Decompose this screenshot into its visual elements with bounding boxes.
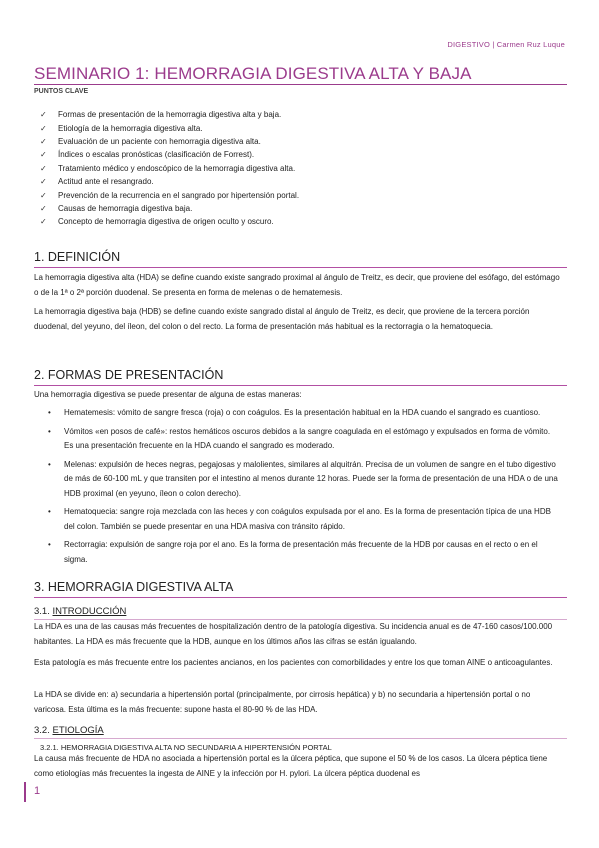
bullet-icon: • [48,408,51,417]
subsection-heading-introduccion: 3.1. INTRODUCCIÓN [34,606,127,617]
bullet-icon: • [48,426,51,436]
checkmark-icon: ✓ [40,110,47,120]
checkmark-icon: ✓ [40,217,47,227]
checkmark-icon: ✓ [40,123,47,133]
key-point-item: ✓ Índices o escalas pronósticas (clasificación de Forrest). [40,150,255,160]
presentation-forms-list [48,406,558,571]
key-point-item: ✓ Prevención de la recurrencia en el sangrado por hipertensión portal. [40,190,300,200]
section-heading-definicion: 1. DEFINICIÓN [34,250,121,264]
page-title: SEMINARIO 1: HEMORRAGIA DIGESTIVA ALTA Y BAJA [34,64,472,83]
key-points-list [40,108,560,229]
key-point-item: ✓ Formas de presentación de la hemorragia digestiva alta y baja. [40,110,282,120]
key-point-item: ✓ Etiología de la hemorragia digestiva alta. [40,123,203,133]
paragraph-hdb-definition: La hemorragia digestiva baja (HDB) se define cuando existe sangrado distal al ángulo de Treitz, es decir, que proviene de la tercera porción duodenal, del yeyuno, del íleon, del colon o del recto. La forma de presentación más habitual es la rectorragia o la hematoquecia. [34,307,530,331]
title-underline [34,84,567,85]
key-point-item: ✓ Causas de hemorragia digestiva baja. [40,203,193,213]
section-heading-formas: 2. FORMAS DE PRESENTACIÓN [34,368,224,382]
key-points-label: PUNTOS CLAVE [34,88,89,95]
paragraph-risk-groups: Esta patología es más frecuente entre los pacientes ancianos, en los pacientes con comorbilidades y entre los que toman AINE o anticoagulantes. [34,658,553,667]
key-point-item: ✓ Concepto de hemorragia digestiva de origen oculto y oscuro. [40,217,274,227]
key-point-item: ✓ Actitud ante el resangrado. [40,177,154,187]
section-heading-hda: 3. HEMORRAGIA DIGESTIVA ALTA [34,580,234,594]
bullet-icon: • [48,507,51,516]
checkmark-icon: ✓ [40,203,47,213]
paragraph-classification: La HDA se divide en: a) secundaria a hipertensión portal (principalmente, por cirrosis hepática) y b) no secundaria a hipertensión portal o no varicosa. Esta última es la más frecuente: supone hasta el 80-90 % de las HDA. [34,690,531,714]
section-rule [34,597,567,598]
checkmark-icon: ✓ [40,150,47,160]
checkmark-icon: ✓ [40,190,47,200]
page-number: 1 [34,785,41,797]
subsubsection-heading: 3.2.1. HEMORRAGIA DIGESTIVA ALTA NO SECUNDARIA A HIPERTENSIÓN PORTAL [40,743,332,752]
list-item: • Vómitos «en posos de café»: restos hemáticos oscuros debidos a la sangre coagulada en el estómago y expulsados en forma de vómito. Es una presentación frecuente en la HDA cuando el sangrado es moderado. [48,426,551,450]
list-item: • Hematemesis: vómito de sangre fresca (roja) o con coágulos. Es la presentación habitual en la HDA cuando el sangrado es cuantioso. [48,406,558,421]
paragraph-incidence: La HDA es una de las causas más frecuentes de hospitalización dentro de la patología digestiva. Su incidencia anual es de 47-160 casos/100.000 habitantes. La HDA es más frecuente que la HDB, aunque en los últimos años las cifras se están igualando. [34,622,553,646]
paragraph-intro: Una hemorragia digestiva se puede presentar de alguna de estas maneras: [34,390,302,399]
paragraph-hda-definition: La hemorragia digestiva alta (HDA) se define cuando existe sangrado proximal al ángulo de Treitz, es decir, que proviene del esófago, del estómago o de la 1ª o 2ª porción duodenal. Se presenta en forma de melenas o de hematemesis. [34,273,560,297]
paragraph-peptic-ulcer: La causa más frecuente de HDA no asociada a hipertensión portal es la úlcera péptica, que supone el 50 % de los casos. La úlcera péptica tiene como etiologías más frecuentes la ingesta de AINE y la infección por H. pylori. La úlcera péptica duodenal es [34,754,548,778]
subsection-rule [34,738,567,739]
footer-bar [24,782,26,802]
list-item: • Hematoquecia: sangre roja mezclada con las heces y con coágulos expulsada por el ano. Es la forma de presentación típica de una HDB del colon. También se puede presentar en una HDA masiva con tránsito rápido. [48,507,551,531]
checkmark-icon: ✓ [40,163,47,173]
subsection-heading-etiologia: 3.2. ETIOLOGÍA [34,725,104,736]
checkmark-icon: ✓ [40,177,47,187]
checkmark-icon: ✓ [40,136,47,146]
key-point-item: ✓ Tratamiento médico y endoscópico de la hemorragia digestiva alta. [40,163,296,173]
list-item: • Rectorragia: expulsión de sangre roja por el ano. Es la forma de presentación más frecuente de la HDB por causas en el recto o en el sigma. [48,540,538,564]
list-item: • Melenas: expulsión de heces negras, pegajosas y malolientes, similares al alquitrán. Precisa de un volumen de sangre en el tubo digestivo de más de 60-100 mL y que transiten por el intestino al menos durante 12 horas. Puede ser la forma de presentación de una HDA o de una HDB proximal (en yeyuno, íleon o colon derecho). [48,459,558,498]
bullet-icon: • [48,540,51,549]
section-rule [34,385,567,386]
section-rule [34,267,567,268]
running-header: DIGESTIVO | Carmen Ruz Luque [447,40,565,49]
key-point-item: ✓ Evaluación de un paciente con hemorragia digestiva alta. [40,136,261,146]
bullet-icon: • [48,459,51,469]
